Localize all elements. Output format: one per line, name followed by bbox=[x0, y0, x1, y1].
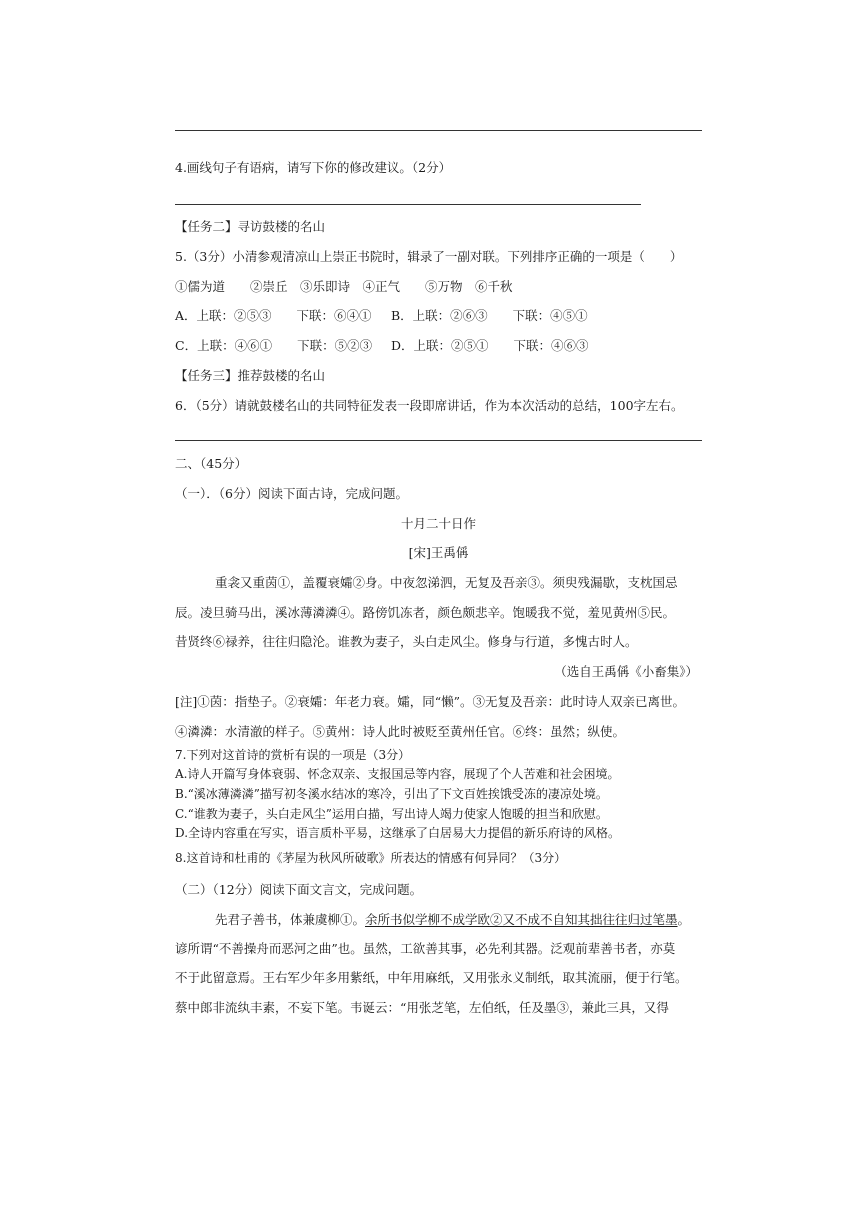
task-2-heading: 【任务二】寻访鼓楼的名山 bbox=[175, 219, 326, 234]
poem-author: [宋]王禹偁 bbox=[408, 545, 469, 560]
question-7-stem: 7.下列对这首诗的赏析有误的一项是（3分） bbox=[175, 748, 411, 762]
question-5-options-cd bbox=[175, 338, 589, 354]
question-7-option-c: C.“谁教为妻子，头白走风尘”运用白描，写出诗人竭力使家人饱暖的担当和欣慰。 bbox=[175, 807, 608, 821]
notes-line-1: [注]①茵：指垫子。②衰孀：年老力衰。孀，同“懒”。③无复及吾亲：此时诗人双亲已离世。 bbox=[175, 694, 686, 709]
notes-line-2: ④潾潾：水清澈的样子。⑤黄州：诗人此时被贬至黄州任官。⑥终：虽然；纵使。 bbox=[175, 724, 626, 739]
prose-line-1-start: 先君子善书，体兼虞柳①。 bbox=[215, 912, 366, 927]
question-7-option-b: B.“溪冰薄潾潾”描写初冬溪水结冰的寒冷，引出了下文百姓挨饿受冻的凄凉处境。 bbox=[175, 787, 608, 801]
answer-line-q6 bbox=[175, 440, 702, 441]
poem-line-1: 重衾又重茵①，盖覆衰孀②身。中夜忽涕泗，无复及吾亲③。须臾残漏歇，支枕国忌 bbox=[215, 575, 678, 590]
poem-line-3: 昔贤终⑥禄养，往往归隐沦。谁教为妻子，头白走风尘。修身与行道，多愧古时人。 bbox=[175, 634, 638, 649]
question-5-options-ab bbox=[175, 308, 588, 324]
section-2-heading: 二、（45分） bbox=[175, 456, 248, 471]
poem-line-2: 辰。凌旦骑马出，溪冰薄潾潾④。路傍饥冻者，颜色颇悲辛。饱暖我不觉，羞见黄州⑤民。 bbox=[175, 605, 676, 620]
option-a: A．上联：②⑤③ 下联：⑥④① bbox=[175, 308, 372, 323]
poem-source: （选自王禹偁《小畜集》） bbox=[554, 664, 698, 679]
question-7-option-a: A.诗人开篇写身体衰弱、怀念双亲、支报国忌等内容，展现了个人苦难和社会困境。 bbox=[175, 767, 620, 781]
option-d: D．上联：②⑤① 下联：④⑥③ bbox=[391, 338, 589, 353]
question-7-option-d: D.全诗内容重在写实，语言质朴平易，这继承了白居易大力提倡的新乐府诗的风格。 bbox=[175, 826, 621, 840]
answer-line-q4 bbox=[175, 204, 641, 205]
question-5-stem: 5.（3分）小清参观清凉山上崇正书院时，辑录了一副对联。下列排序正确的一项是（ ） bbox=[175, 249, 683, 264]
underlined-sentence: 余所书似学柳不成学欧②又不成不自知其拙往往归过笔墨 bbox=[365, 912, 678, 927]
question-4: 4.画线句子有语病，请写下你的修改建议。（2分） bbox=[175, 160, 452, 175]
question-6: 6．（5分）请就鼓楼名山的共同特征发表一段即席讲话，作为本次活动的总结，100字左右。 bbox=[175, 398, 684, 413]
option-b: B．上联：②⑥③ 下联：④⑤① bbox=[391, 308, 588, 323]
task-3-heading: 【任务三】推荐鼓楼的名山 bbox=[175, 368, 326, 383]
question-5-items: ①儒为道 ②崇丘 ③乐即诗 ④正气 ⑤万物 ⑥千秋 bbox=[175, 279, 513, 294]
prose-line-1 bbox=[215, 912, 690, 928]
prose-line-1-end: 。 bbox=[677, 912, 691, 927]
question-8: 8.这首诗和杜甫的《茅屋为秋风所破歌》所表达的情感有何异同？（3分） bbox=[175, 851, 567, 865]
part-2-heading: （二）（12分）阅读下面文言文，完成问题。 bbox=[175, 882, 423, 897]
poem-title: 十月二十日作 bbox=[400, 516, 476, 531]
part-1-heading: （一）．（6分）阅读下面古诗，完成问题。 bbox=[175, 486, 408, 501]
option-c: C．上联：④⑥① 下联：⑤②③ bbox=[175, 338, 373, 353]
prose-line-3: 不于此留意焉。王右军少年多用紫纸，中年用麻纸，又用张永义制纸，取其流丽，便于行笔。 bbox=[175, 970, 688, 985]
prose-line-4: 蔡中郎非流纨丰素，不妄下笔。韦诞云：“用张芝笔，左伯纸，任及墨③，兼此三具，又得 bbox=[175, 1000, 669, 1015]
answer-line-top bbox=[175, 130, 702, 131]
prose-line-2: 谚所谓“不善操舟而恶河之曲”也。虽然，工欲善其事，必先利其器。泛观前辈善书者，亦莫 bbox=[175, 941, 676, 956]
